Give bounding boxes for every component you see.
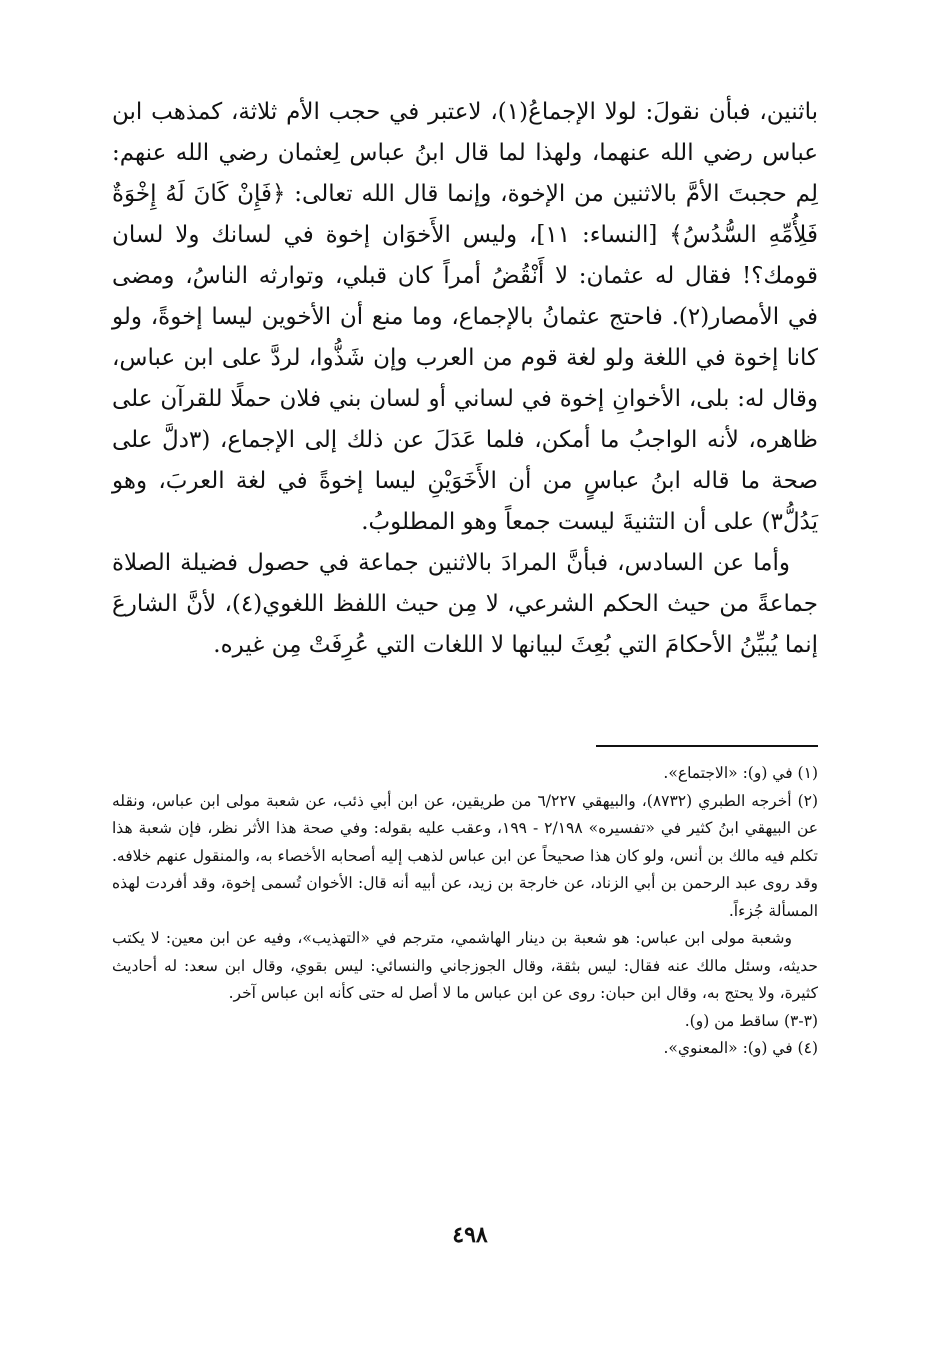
footnote-4: (٤) في (و): «المعنوي». [663, 1039, 818, 1057]
footnotes [112, 760, 818, 1063]
footnote-separator [596, 745, 818, 747]
footnote-3: (٣-٣) ساقط من (و). [684, 1011, 818, 1030]
page-number: ٤٩٨ [452, 1222, 488, 1248]
footnote-2-continuation: وشعبة مولى ابن عباس: هو شعبة بن دينار الهاشمي، مترجم في «التهذيب»، وفيه عن ابن معين: لا يكتب حديثه، وسئل مالك عنه فقال: ليس بثقة، وقال الجوزجاني والنسائي: ليس بقوي، وقال ابن سعد: له أحاديث كثيرة، ولا يحتج به، وقال ابن حبان: روى عن ابن عباس ما لا أصل له حتى كأنه ابن عباس آخر. [112, 929, 818, 1002]
paragraph-2: وأما عن السادس، فبأنَّ المرادَ بالاثنين جماعة في حصول فضيلة الصلاة جماعةً من حيث الحكم الشرعي، لا مِن حيث اللفظ اللغوي(٤)، لأنَّ الشارعَ إنما يُبيِّنُ الأحكامَ التي بُعِثَ لبيانها لا اللغات التي عُرِفَتْ مِن غيره. [112, 550, 818, 658]
paragraph-1: باثنين، فبأن نقولَ: لولا الإجماعُ(١)، لاعتبر في حجب الأم ثلاثة، كمذهب ابن عباس رضي الله عنهما، ولهذا لما قال ابنُ عباس لِعثمان رضي الله عنهم: لِم حجبتَ الأمَّ بالاثنين من الإخوة، وإنما قال الله تعالى: ﴿فَإِنْ كَانَ لَهُ إِخْوَةٌ فَلِأُمِّهِ السُّدُسُ﴾ [النساء: ١١]، وليس الأَخوَان إخوة في لسانك ولا لسان قومك؟! فقال له عثمان: لا أَنْقُضُ أمراً كان قبلي، وتوارثه الناسُ، ومضى في الأمصار(٢). فاحتج عثمانُ بالإجماع، وما منع أن الأخوين ليسا إخوةً، ولو كانا إخوة في اللغة ولو لغة قوم من العرب وإن شَذُّوا، لردَّ على ابن عباس، وقال له: بلى، الأخوانِ إخوة في لساني أو لسان بني فلان حملًا للقرآن على ظاهره، لأنه الواجبُ ما أمكن، فلما عَدَلَ عن ذلك إلى الإجماع، (٣دلَّ على صحة ما قاله ابنُ عباسٍ من أن الأَخَوَيْنِ ليسا إخوةً في لغة العربَ، وهو يَدُلُّ٣) على أن التثنيةَ ليست جمعاً وهو المطلوبُ. [112, 99, 818, 535]
main-text [112, 92, 818, 666]
footnote-2: (٢) أخرجه الطبري (٨٧٣٢)، والبيهقي ٦/٢٢٧ من طريقين، عن ابن أبي ذئب، عن شعبة مولى ابن عباس، ونقله عن البيهقي ابنُ كثير في «تفسيره» ٢/١٩٨ - ١٩٩، وعقب عليه بقوله: وفي صحة هذا الأثر نظر، فإن شعبة هذا تكلم فيه مالك بن أنس، ولو كان هذا صحيحاً عن ابن عباس لذهب إليه أصحابه الأخصاء به، والمنقول عنهم خلافه. وقد روى عبد الرحمن بن أبي الزناد، عن خارجة بن زيد، عن أبيه أنه قال: الأخوان تُسمى إخوة، وقد أفردت لهذه المسألة جُزءاً. [112, 791, 819, 920]
footnote-1: (١) في (و): «الاجتماع». [663, 764, 818, 782]
